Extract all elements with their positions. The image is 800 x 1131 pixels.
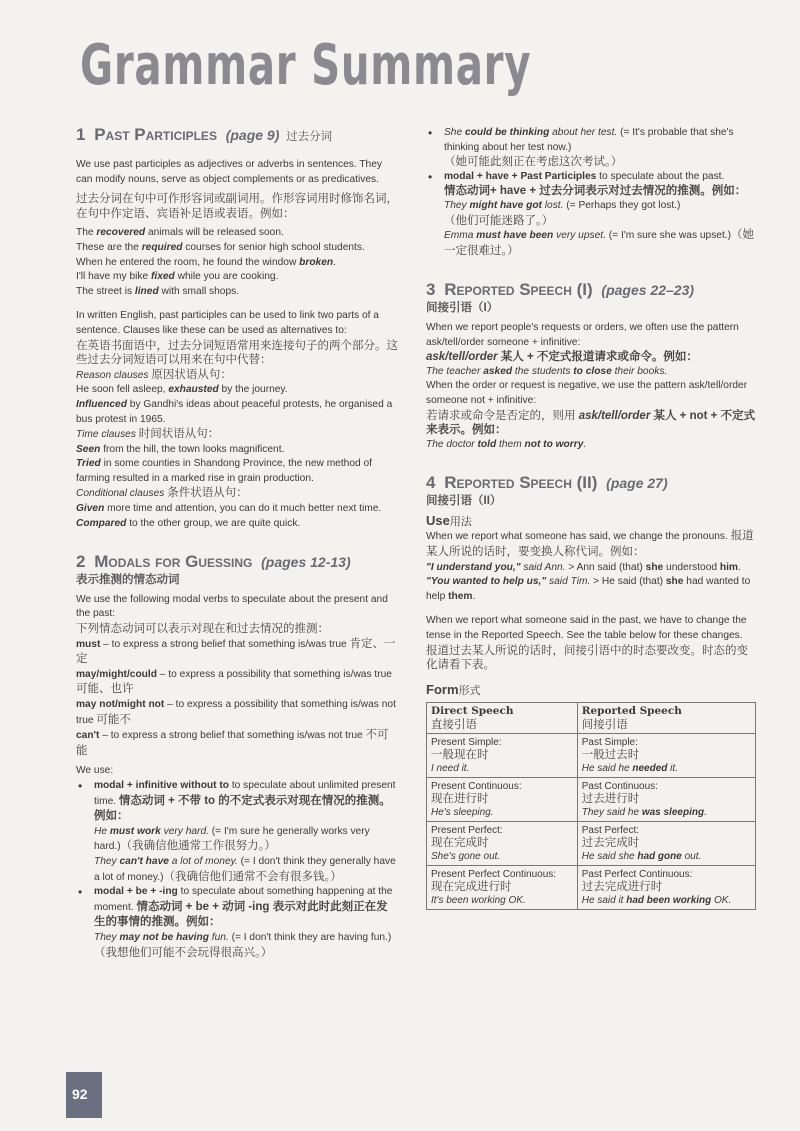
example: "I understand you," said Ann. > Ann said (that) she understood him. bbox=[426, 561, 741, 573]
example: Seen from the hill, the town looks magnificent. bbox=[76, 443, 285, 455]
example: Compared to the other group, we are quite quick. bbox=[76, 517, 301, 529]
modal-item: may not/might not – to express a possibility that something is/was not true 可能不 bbox=[76, 699, 396, 726]
section-title: Past Participles bbox=[94, 125, 217, 144]
section-3-heading: 3 Reported Speech (I) (pages 22–23) bbox=[426, 280, 695, 300]
example: "You wanted to help us," said Tim. > He said (that) she had wanted to help them. bbox=[426, 576, 751, 602]
paragraph: We use past participles as adjectives or adverbs in sentences. They can modify nouns, serve as object complements or as predicatives. bbox=[76, 159, 382, 185]
form-label: Form形式 bbox=[426, 681, 481, 697]
clause-label: Reason clauses 原因状语从句： bbox=[76, 368, 232, 381]
paragraph: When we report what someone said in the past, we have to change the tense in the Reported Speech. See the table below for these changes. bbox=[426, 615, 747, 642]
paragraph: When the order or request is negative, we use the pattern ask/tell/order someone not + infinitive: bbox=[426, 380, 748, 406]
section-title-cn: 表示推测的情态动词 bbox=[76, 574, 180, 587]
paragraph-cn: 过去分词在句中可作形容词或副词用。作形容词用时修饰名词，在句中作定语、宾语补足语或表语。例如： bbox=[76, 193, 398, 220]
table-row: Present Perfect: 现在完成时 She's gone out. Past Perfect: 过去完成时 He said she had gone out. bbox=[427, 822, 756, 866]
right-column bbox=[426, 126, 756, 910]
clause-label: Conditional clauses 条件状语从句： bbox=[76, 487, 248, 500]
table-header-reported: Reported Speech 间接引语 bbox=[577, 703, 755, 734]
bullet-item: • modal + infinitive without to to speculate about unlimited present time. 情态动词 + 不带 to 的不定式表示对现在情况的推测。例如： He must work very hard. (= I'm sure he generally works very hard.)（我确信他通常工作很努力。） They can't have a lot of money. (= I don't think they generally have a lot of money.)（我确信他们通常不会有很多钱。） bbox=[76, 779, 398, 885]
section-pages: (page 9) bbox=[225, 127, 280, 143]
bullet-item: • modal + be + -ing to speculate about something happening at the moment. 情态动词 + be + 动词 -ing 表示对此时此刻正在发生的事情的推测。例如： They may not be having fun. (= I don't think they are having fun.)（我想他们可能不会玩得很高兴。） bbox=[76, 885, 398, 961]
example: Influenced by Gandhi's ideas about peaceful protests, he organised a bus protest in 1965. bbox=[76, 398, 393, 425]
paragraph-cn: 若请求或命令是否定的，则用 ask/tell/order 某人 + not + 不定式来表示。例如： bbox=[426, 409, 756, 437]
continued-example: • She could be thinking about her test. (= It's probable that she's thinking about her test now.) （她可能此刻正在考虑这次考试。） bbox=[426, 126, 756, 170]
we-use-label: We use: bbox=[76, 765, 114, 777]
modal-item: can't – to express a strong belief that something is/was not true 不可能 bbox=[76, 729, 389, 757]
section-title-cn: 间接引语（I） bbox=[426, 302, 499, 315]
example: I'll have my bike fixed while you are cooking. bbox=[76, 271, 279, 283]
left-column bbox=[76, 124, 398, 961]
example: When he entered the room, he found the window broken. bbox=[76, 256, 336, 268]
tense-table bbox=[426, 702, 756, 910]
example: The teacher asked the students to close their books. bbox=[426, 365, 668, 377]
paragraph-cn: 下列情态动词可以表示对现在和过去情况的推测： bbox=[76, 623, 329, 636]
paragraph-cn: 报道过去某人所说的话时，间接引语中的时态要改变。时态的变化请看下表。 bbox=[426, 644, 748, 672]
paragraph: When we report people's requests or orders, we often use the pattern ask/tell/order someone + infinitive: bbox=[426, 321, 739, 348]
example: Tried in some counties in Shandong Province, the new method of farming resulted in a marked rise in grain production. bbox=[76, 458, 373, 484]
paragraph: In written English, past participles can be used to link two parts of a sentence. Clauses like these can be used as alternatives to: bbox=[76, 310, 379, 336]
table-header-row bbox=[427, 703, 756, 734]
example: The doctor told them not to worry. bbox=[426, 438, 587, 450]
example: The street is lined with small shops. bbox=[76, 285, 240, 297]
paragraph-cn: ask/tell/order 某人 + 不定式报道请求或命令。例如： bbox=[426, 351, 698, 364]
table-row: Present Perfect Continuous: 现在完成进行时 It's been working OK. Past Perfect Continuous: 过去完成进行时 He said it had been working OK. bbox=[427, 866, 756, 910]
section-1-heading bbox=[76, 124, 398, 148]
example: Given more time and attention, you can do it much better next time. bbox=[76, 503, 382, 515]
page-number: 92 bbox=[72, 1086, 88, 1102]
paragraph: When we report what someone has said, we change the pronouns. 报道某人所说的话时，要变换人称代词。例如： bbox=[426, 530, 754, 559]
clause-label: Time clauses 时间状语从句： bbox=[76, 428, 220, 441]
example: The recovered animals will be released soon. bbox=[76, 227, 284, 239]
bullet-item: • modal + have + Past Participles to speculate about the past. 情态动词+ have + 过去分词表示对过去情况的推测。例如： They might have got lost. (= Perhaps they got lost.) （他们可能迷路了。） Emma must have been very upset. (= I'm sure she was upset.)（她一定很难过。） bbox=[426, 170, 756, 260]
page-title: Grammar Summary bbox=[80, 33, 532, 98]
modal-item: must – to express a strong belief that something is/was true 肯定、一定 bbox=[76, 637, 396, 666]
paragraph: We use the following modal verbs to speculate about the present and the past: bbox=[76, 593, 388, 620]
paragraph-cn: 在英语书面语中，过去分词短语常用来连接句子的两个部分。这些过去分词短语可以用来在句中代替： bbox=[76, 339, 398, 367]
table-header-direct: Direct Speech 直接引语 bbox=[427, 703, 578, 734]
example: These are the required courses for senior high school students. bbox=[76, 241, 365, 253]
section-title-cn: 间接引语（II） bbox=[426, 495, 502, 508]
section-number: 1 bbox=[76, 125, 86, 144]
section-title-cn: 过去分词 bbox=[286, 131, 333, 143]
example: He soon fell asleep, exhausted by the journey. bbox=[76, 384, 288, 396]
modal-item: may/might/could – to express a possibility that something is/was true 可能、也许 bbox=[76, 668, 392, 696]
table-row: Present Simple: 一般现在时 I need it. Past Simple: 一般过去时 He said he needed it. bbox=[427, 734, 756, 778]
section-4-heading: 4 Reported Speech (II) (page 27) bbox=[426, 473, 668, 493]
table-row: Present Continuous: 现在进行时 He's sleeping. Past Continuous: 过去进行时 They said he was sleeping. bbox=[427, 778, 756, 822]
use-label: Use用法 bbox=[426, 512, 472, 528]
section-2-heading: 2 Modals for Guessing (pages 12-13) bbox=[76, 552, 351, 572]
